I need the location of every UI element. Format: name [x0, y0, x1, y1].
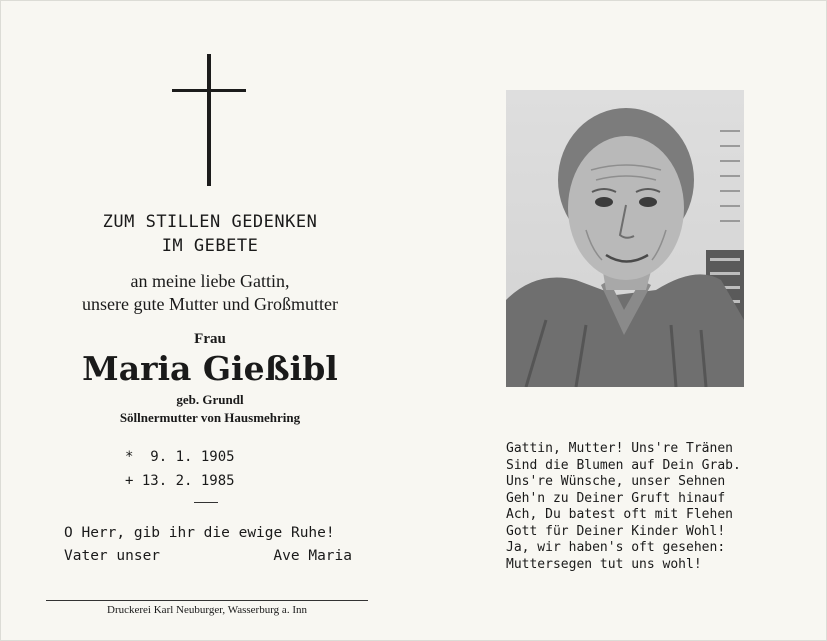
role-description: Söllnermutter von Hausmehring [119, 410, 301, 425]
dedication [40, 270, 380, 316]
maiden-name: geb. Grundl [176, 392, 244, 407]
poem-line: Sind die Blumen auf Dein Grab. [506, 457, 741, 473]
prayer-names [64, 545, 352, 568]
deceased-name: Maria Gießibl [82, 349, 338, 388]
printer-credit: Druckerei Karl Neuburger, Wasserburg a. Inn [107, 604, 307, 616]
cross-icon [207, 54, 211, 186]
memorial-poem [506, 441, 741, 573]
prayer-right: Ave Maria [273, 548, 352, 564]
memorial-heading [40, 210, 380, 258]
poem-line: Ach, Du batest oft mit Flehen [506, 507, 733, 522]
prayer-line: O Herr, gib ihr die ewige Ruhe! [64, 525, 335, 541]
poem-line: Gattin, Mutter! Uns're Tränen [506, 441, 733, 456]
poem-line: Muttersegen tut uns wohl! [506, 556, 702, 572]
birth-date: * 9. 1. 1905 [125, 449, 235, 465]
death-date: + 13. 2. 1985 [125, 473, 235, 489]
life-dates [125, 445, 235, 493]
prayer-left: Vater unser [64, 548, 161, 564]
poem-line: Uns're Wünsche, unser Sehnen [506, 474, 726, 489]
prayer [64, 522, 352, 568]
dedication-line-2: unsere gute Mutter und Großmutter [82, 294, 338, 314]
cross-icon-bar [172, 89, 246, 92]
poem-line: Ja, wir haben's oft gesehen: [506, 540, 726, 555]
heading-line-2: IM GEBETE [161, 236, 259, 256]
portrait-photo [506, 90, 744, 387]
divider [194, 502, 218, 503]
dedication-line-1: an meine liebe Gattin, [130, 271, 290, 291]
footer-divider [46, 600, 368, 601]
heading-line-1: ZUM STILLEN GEDENKEN [102, 212, 318, 232]
poem-line: Gott für Deiner Kinder Wohl! [506, 523, 726, 539]
title-prefix: Frau [194, 331, 226, 347]
poem-line: Geh'n zu Deiner Gruft hinauf [506, 490, 726, 506]
